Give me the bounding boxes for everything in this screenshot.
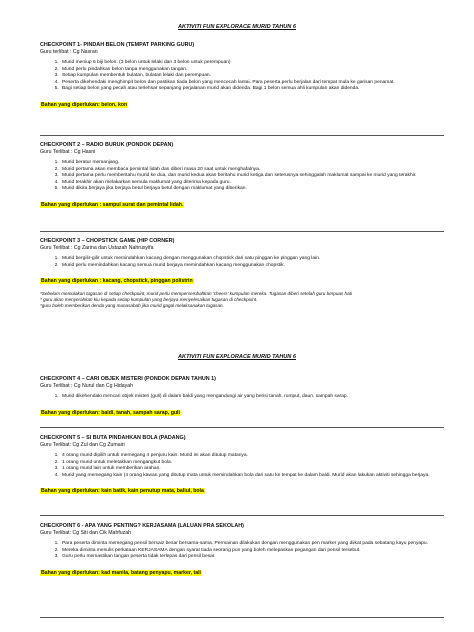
checkpoint-title: CHECKPOINT 4 – CARI OBJEK MISTERI (PONDOK DEPAN TAHUN 1) <box>40 376 216 382</box>
step-item: 5. Murid dikira berjaya jika berjaya betul berjaya betul dengan maklumat yang diberikan. <box>60 186 444 193</box>
checkpoint-2-section <box>40 142 444 209</box>
step-item: 1. Murid dikehendaki mencari objek misteri (guli) di dalam baldi yang mengandungi air yang berisi tanah, rumput, daun, sampah sarap. <box>60 394 444 401</box>
section-divider <box>40 427 444 428</box>
checkpoint-1-section <box>40 42 444 109</box>
teacher-line: Guru Terlibat : Cg Hasni <box>40 149 96 155</box>
step-list <box>40 541 444 561</box>
notes-block <box>40 291 444 309</box>
checkpoint-title: CHECKPOINT 5 – SI BUTA PINDAHKAN BOLA (PADANG) <box>40 435 186 441</box>
section-divider <box>40 515 444 516</box>
step-list <box>40 160 444 193</box>
checkpoint-title: CHECKPOINT 3 – CHOPSTICK GAME (HIP CORNER) <box>40 238 175 244</box>
teacher-line: Guru Terlibat: Cg Zul dan Cg Zumairi <box>40 442 125 448</box>
checkpoint-5-section <box>40 435 444 495</box>
materials-highlight: Bahan yang diperlukan: kain batik, kain penutup mata, baliul, bola <box>41 488 204 495</box>
teacher-line: Guru Terlibat : Cg Nurul dan Cg Hidayah <box>40 383 134 389</box>
step-list <box>40 453 444 479</box>
teacher-line: Guru terlibat : Cg Nasran <box>40 49 98 55</box>
section-divider <box>40 135 444 136</box>
step-item: 5. Bagi setiap belon yang pecah atau terlehsar sepanjang perjalanan murid akan didenda. Bagi 1 belon semua ahli kumpulan akan didenda. <box>60 86 444 93</box>
step-item: 2. Murid perlu memindahkan kacang semua murid berjaya memindahkan kacang menggunakan chopstik. <box>60 263 444 270</box>
step-item: 3. Murid pertama perlu memberitahu murid ke dua, dan murid kedua akan beritahu murid ketiga dan seterusnya sehinggalah maklumat sampai ke murid yang terakhir. <box>60 173 444 180</box>
materials-highlight: Bahan yang diperlukan: belon, kon <box>41 101 128 108</box>
step-item: 3. 1 orang murid lain untuk memberikan arahan. <box>60 466 444 473</box>
step-item: 1. Para peserta diminta memegang pensil bersaiz besar bersama-sama. Permainan dilakukan dengan menggunakan pen marker yang diikat pada sebatang kayu penyapu. <box>60 541 444 548</box>
step-item: 4. Murid terakhir akan melakarkan semula maklumat yang diterima kepada guru. <box>60 180 444 187</box>
step-item: 3. Setiap kumpulan membentuk bulatan, bulatan lelaki dan perempuan. <box>60 73 444 80</box>
checkpoint-title: CHECKPOINT 2 – RADIO BURUK (PONDOK DEPAN) <box>40 142 174 148</box>
section-divider <box>40 617 444 618</box>
step-item: 2. Mereka diminta menulis perkataan KERJASAMA dengan syarat tiada seorang pun yang boleh melepaskan pegangan dari pensil tersebut. <box>60 548 444 555</box>
step-list <box>40 394 444 401</box>
step-item: 2. Murid pertama akan membaca pemintal lidah dan diberi masa 20 saat untuk menghafalnya. <box>60 167 444 174</box>
checkpoint-title: CHECKPOINT 1- PINDAH BELON (TEMPAT PARKING GURU) <box>40 42 195 48</box>
step-list <box>40 256 444 269</box>
step-item: 4. Murid yang memegang kain (4 orang kawan yang ditutup mata untuk memindahkan bola dari satu ke tempat ke dalam baldi. Murid akan lakukan aktiviti sehingga berjaya. <box>60 473 444 480</box>
step-item: 1. Murid meniup 6 biji belon. (3 belon untuk lelaki dan 3 belon untuk perempuan) <box>60 60 444 67</box>
step-item: 1. Murid beratur memanjang. <box>60 160 444 167</box>
document-title: AKTIVITI FUN EXPLORACE MURID TAHUN 6 <box>178 24 296 30</box>
document-title: AKTIVITI FUN EXPLORACE MURID TAHUN 6 <box>178 354 296 360</box>
step-item: 2. Murid perlu pindahkan belon tanpa menggunakan tangan. <box>60 67 444 74</box>
note-line: * guru akan menyerahkan kiu kepada setiap kumpulan yang berjaya menyelesaikan tugasan di checkpoint. <box>40 297 258 303</box>
step-list <box>40 60 444 93</box>
materials-highlight: Bahan yang diperlukan: baldi, tanah, sampah sarap, guli <box>41 409 180 416</box>
step-item: 3. Guru perlu memastikan tangan peserta tidak terlepas dari pensil besar. <box>60 554 444 561</box>
teacher-line: Guru Terlibat : Cg Zarina dan Ustazah Nahrusyifa <box>40 245 154 251</box>
note-line: *Sebelum memulakan tugasan di setiap checkpoint, murid perlu mempersembahkan 'cheers' kumpulan mereka. Tugasan diberi setelah guru berpuas hati <box>40 291 352 297</box>
section-divider <box>40 231 444 232</box>
materials-highlight: Bahan yang diperlukan : kacang, chopstick, pinggan polistrin <box>41 278 193 285</box>
checkpoint-4-section <box>40 376 444 417</box>
step-item: 4. Peserta dikehendaki menghimpit belon dan pastikan tiada belon yang mencecah lantai. Para peserta perlu berjalan dari tempat mula ke garisan penamat. <box>60 80 444 87</box>
step-item: 1. 4 orang murid dipilih untuk memegang 4 penjuru kain. Murid ini akan ditutup matanya. <box>60 453 444 460</box>
note-line: *guru boleh memberikan denda yang munasabah jika murid gagal melaksanakan tugasan. <box>40 303 224 309</box>
checkpoint-3-section <box>40 238 444 309</box>
checkpoint-6-section <box>40 523 444 577</box>
step-item: 1. Murid bergilir-gilir untuk memindahkan kacang dengan menggunakan chopstick dari satu pinggan ke pinggan yang lain. <box>60 256 444 263</box>
teacher-line: Guru Terlibat: Cg Siti dan Cik Mahfuzah <box>40 530 132 536</box>
checkpoint-title: CHECKPOINT 6 - APA YANG PENTING? KERJASAMA (LALUAN PRA SEKOLAH) <box>40 523 244 529</box>
step-item: 2. 1 orang murid untuk meletakkan mengangkut bola. <box>60 460 444 467</box>
materials-highlight: Bahan yang diperlukan : sampul surat dan pemintal lidah. <box>41 201 184 208</box>
materials-highlight: Bahan yang diperlukan: kad manila, batang penyapu, marker, tali <box>41 569 201 576</box>
